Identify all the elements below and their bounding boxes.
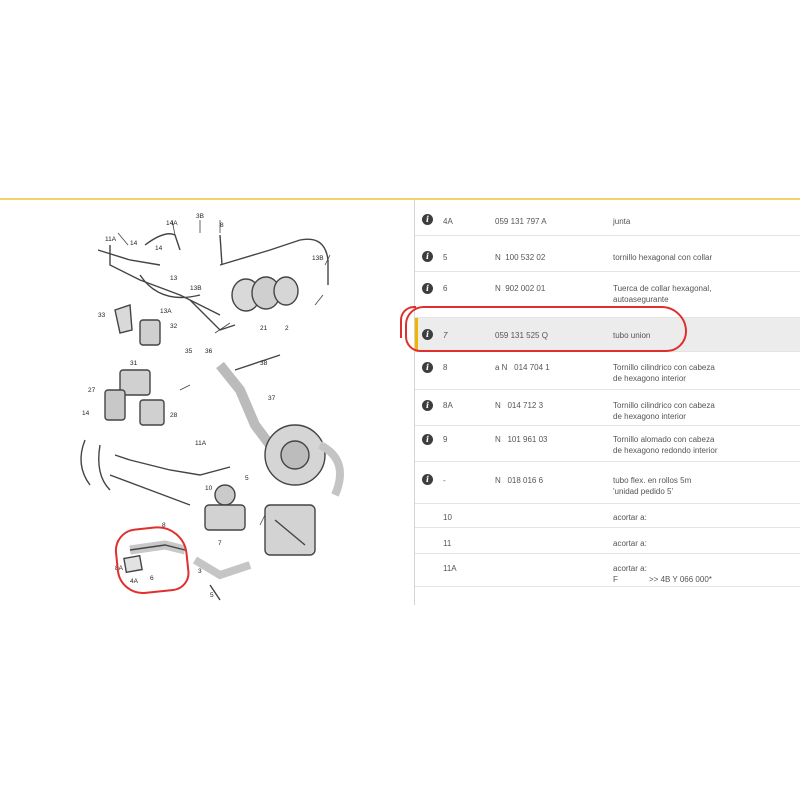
parts-row[interactable] [415,352,800,390]
exploded-parts-diagram [70,205,410,605]
svg-text:11A: 11A [105,236,117,243]
parts-list [415,200,800,587]
svg-text:11A: 11A [195,440,207,447]
part-position: 8 [443,363,448,372]
svg-text:8: 8 [220,222,224,229]
svg-text:28: 28 [170,412,178,419]
svg-text:3: 3 [198,568,202,575]
parts-row[interactable] [415,554,800,587]
part-position: 9 [443,435,448,444]
svg-text:37: 37 [268,395,276,402]
parts-row[interactable] [415,462,800,504]
part-position: 6 [443,284,448,293]
svg-text:5: 5 [210,592,214,599]
part-position: 5 [443,253,448,262]
info-icon[interactable]: i [422,400,433,411]
part-description: junta [613,217,631,226]
parts-row[interactable] [415,390,800,426]
svg-text:8: 8 [162,522,166,529]
part-number: 059 131 797 A [495,217,547,226]
part-description: Tornillo alomado con cabeza de hexagono redondo interior [613,435,718,455]
svg-text:27: 27 [88,387,96,394]
svg-text:21: 21 [260,325,268,332]
svg-text:36: 36 [205,348,213,355]
svg-text:14: 14 [130,240,138,247]
info-icon[interactable]: i [422,362,433,373]
part-position: 10 [443,513,452,522]
part-position: 11A [443,564,457,573]
part-number: 059 131 525 Q [495,331,548,340]
part-position: 8A [443,401,453,410]
svg-text:38: 38 [260,360,268,367]
info-icon[interactable]: i [422,283,433,294]
parts-row[interactable] [415,272,800,318]
part-position: 7 [443,331,448,340]
parts-row[interactable] [415,528,800,554]
info-icon[interactable]: i [422,434,433,445]
part-description: acortar a: [613,513,647,522]
info-icon[interactable]: i [422,214,433,225]
part-position: 4A [443,217,453,226]
part-number: a N 014 704 1 [495,363,550,372]
info-icon[interactable]: i [422,251,433,262]
svg-text:3B: 3B [196,213,204,220]
svg-text:2: 2 [285,325,289,332]
svg-text:14: 14 [155,245,163,252]
part-number: N 902 002 01 [495,284,546,293]
parts-row[interactable] [415,504,800,528]
info-icon[interactable]: i [422,329,433,340]
parts-row-selected[interactable] [415,318,800,352]
svg-text:10: 10 [205,485,213,492]
svg-text:6: 6 [150,575,154,582]
svg-text:4A: 4A [130,578,138,585]
part-description: tornillo hexagonal con collar [613,253,713,262]
part-number: N 014 712 3 [495,401,544,410]
parts-row[interactable] [415,200,800,236]
part-description: Tuerca de collar hexagonal, autoasegurante [613,284,712,304]
svg-text:35: 35 [185,348,193,355]
part-position: - [443,476,446,485]
svg-text:13B: 13B [190,285,202,292]
part-description: acortar a: [613,539,647,548]
svg-text:31: 31 [130,360,138,367]
svg-text:13B: 13B [312,255,324,262]
part-description: Tornillo cilindrico con cabeza de hexagono interior [613,401,715,421]
svg-text:5: 5 [245,475,249,482]
svg-text:33: 33 [98,312,106,319]
svg-text:14: 14 [82,410,90,417]
parts-row[interactable] [415,236,800,272]
svg-text:7: 7 [218,540,222,547]
part-description: tubo flex. en rollos 5m 'unidad pedido 5' [613,476,692,496]
part-description: tubo union [613,331,651,340]
svg-text:13: 13 [170,275,178,282]
part-position: 11 [443,539,452,548]
parts-row[interactable] [415,426,800,462]
part-description: acortar a: F >> 4B Y 066 000* [613,564,712,584]
part-number: N 101 961 03 [495,435,548,444]
part-number: N 018 016 6 [495,476,544,485]
svg-text:8A: 8A [115,565,123,572]
info-icon[interactable]: i [422,474,433,485]
svg-text:32: 32 [170,323,178,330]
part-number: N 100 532 02 [495,253,546,262]
part-description: Tornillo cilindrico con cabeza de hexagono interior [613,363,715,383]
svg-text:13A: 13A [160,308,172,315]
svg-text:14A: 14A [166,220,178,227]
